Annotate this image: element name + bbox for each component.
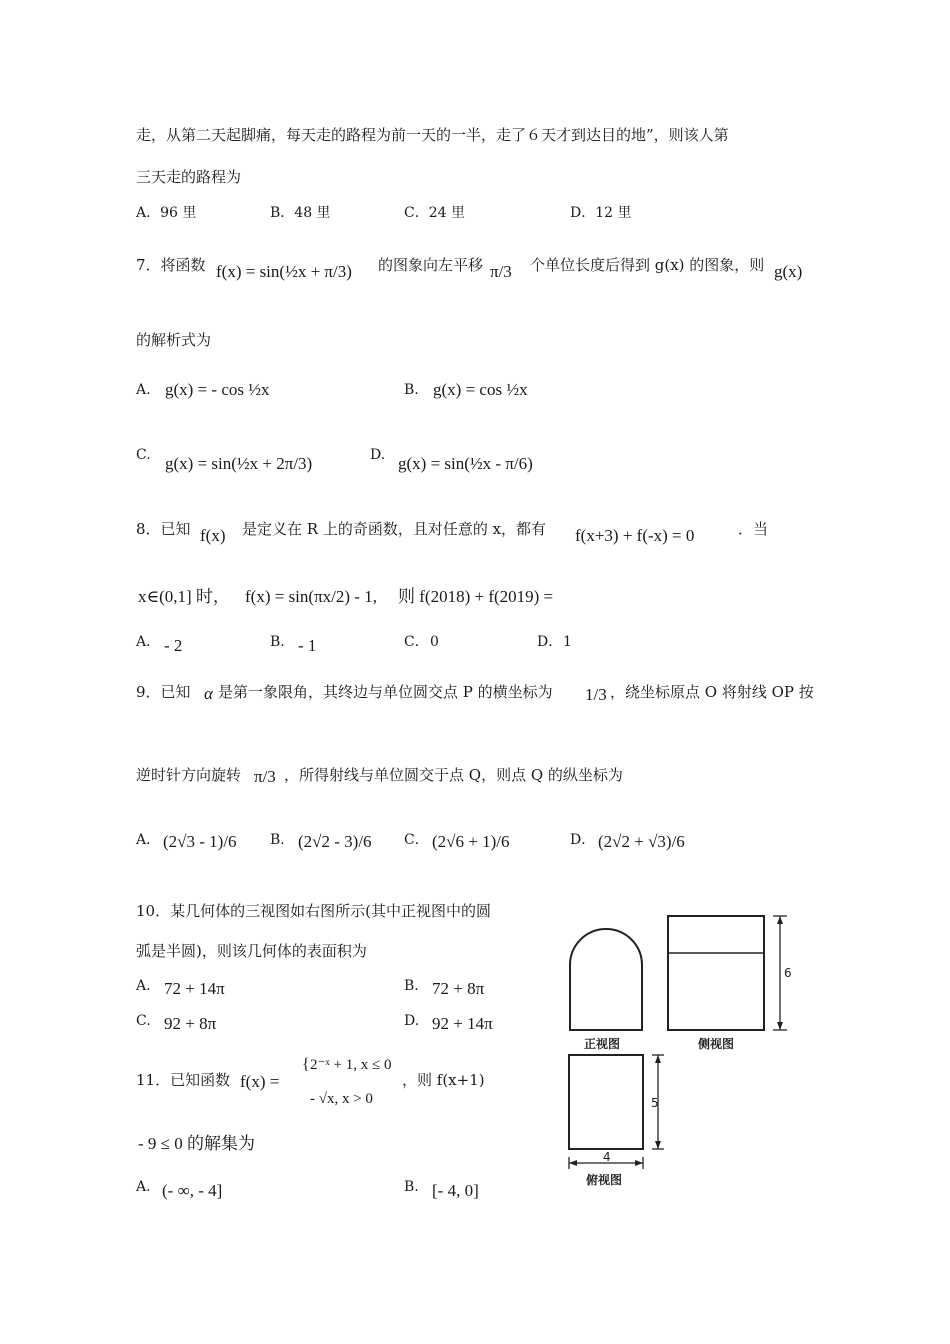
top-view-shape <box>569 1055 643 1149</box>
q6-line1: 走，从第二天起脚痛，每天走的路程为前一天的一半，走了６天才到达目的地”，则该人第 <box>136 126 729 144</box>
q7-option-b: g(x) = cos ½x <box>433 380 528 399</box>
q7-option-a-label: A. <box>136 382 151 398</box>
q9-option-a: (2√3 - 1)/6 <box>163 832 237 851</box>
q10-option-c: 92 + 8π <box>164 1014 217 1033</box>
q8-option-b-label: B． <box>270 634 295 650</box>
q11-brace: { <box>302 1056 310 1073</box>
q9-option-d-label: D． <box>570 832 596 848</box>
top-view-label: 俯视图 <box>586 1173 623 1187</box>
q7-function: f(x) = sin(½x + π/3) <box>216 262 352 281</box>
q7-option-d-label: D. <box>370 447 386 463</box>
q11-line2: - 9 ≤ 0 的解集为 <box>138 1134 255 1153</box>
q9-option-d: (2√2 + √3)/6 <box>598 832 685 851</box>
q9-option-c: (2√6 + 1)/6 <box>432 832 510 851</box>
q11-case2: - √x, x > 0 <box>310 1091 373 1107</box>
q8-prefix: 8．已知 <box>136 520 191 538</box>
side-view-shape <box>668 916 764 1030</box>
q10-option-c-label: C. <box>136 1013 151 1029</box>
q7-mid: 的图象向左平移 <box>378 256 484 274</box>
q6-option-b: B．48 里 <box>270 205 331 221</box>
q8-option-c: 0 <box>430 634 439 650</box>
front-view-label: 正视图 <box>584 1037 621 1051</box>
q11-fx: f(x) = <box>240 1072 280 1091</box>
front-view-shape <box>570 929 642 1030</box>
q8-condition: f(x+3) + f(-x) = 0 <box>575 526 695 545</box>
q7-prefix: 7．将函数 <box>136 256 206 274</box>
q10-option-b-label: B. <box>404 978 419 994</box>
q11-prefix: 11．已知函数 <box>136 1071 231 1089</box>
q9-line1-b: 是第一象限角，其终边与单位圆交点 P 的横坐标为 <box>218 683 553 701</box>
q7-option-c: g(x) = sin(½x + 2π/3) <box>165 454 313 473</box>
q9-option-c-label: C． <box>404 832 429 848</box>
q7-line2: 的解析式为 <box>136 331 212 349</box>
q6-option-c: C．24 里 <box>404 205 465 221</box>
q8-option-b: - 1 <box>298 636 317 655</box>
q9-option-a-label: A． <box>136 832 161 848</box>
q11-mid: ，则 f(x+1) <box>402 1071 485 1089</box>
q10-option-a-label: A. <box>136 978 151 994</box>
q8-option-c-label: C． <box>404 634 429 650</box>
q7-option-c-label: C. <box>136 447 151 463</box>
q8-suffix: ．当 <box>738 520 769 538</box>
q7-shift: π/3 <box>490 262 512 281</box>
q10-option-a: 72 + 14π <box>164 979 225 998</box>
q9-angle: π/3 <box>254 767 276 786</box>
q9-line1-c: ，绕坐标原点 O 将射线 OP 按 <box>610 683 814 701</box>
q11-option-a: (- ∞, - 4] <box>162 1181 223 1200</box>
three-view-figure <box>560 905 800 1195</box>
q10-option-b: 72 + 8π <box>432 979 485 998</box>
q9-line2-a: 逆时针方向旋转 <box>136 766 242 784</box>
q6-option-d: D．12 里 <box>570 205 632 221</box>
q9-alpha: α <box>204 684 213 703</box>
dim-height: 6 <box>784 966 792 980</box>
q10-line2: 弧是半圆)，则该几何体的表面积为 <box>136 942 367 960</box>
q11-case1: 2⁻ˣ + 1, x ≤ 0 <box>310 1057 392 1073</box>
q9-line2-b: ，所得射线与单位圆交于点 Q，则点 Q 的纵坐标为 <box>284 766 623 784</box>
q9-fraction: 1/3 <box>585 685 607 704</box>
q11-option-a-label: A. <box>136 1179 151 1195</box>
q8-fx: f(x) <box>200 526 226 545</box>
q9-option-b-label: B． <box>270 832 295 848</box>
q7-gx: g(x) <box>774 262 803 281</box>
q10-line1: 10．某几何体的三视图如右图所示(其中正视图中的圆 <box>136 902 491 920</box>
q6-line2: 三天走的路程为 <box>136 168 242 186</box>
q11-option-b: [- 4, 0] <box>432 1181 479 1200</box>
q7-suffix: 个单位长度后得到 g(x) 的图象，则 <box>530 256 765 274</box>
q9-line1-a: 9．已知 <box>136 683 191 701</box>
q7-option-b-label: B. <box>404 382 419 398</box>
q10-option-d: 92 + 14π <box>432 1014 493 1033</box>
q10-option-d-label: D. <box>404 1013 420 1029</box>
q8-mid: 是定义在 R 上的奇函数，且对任意的 x，都有 <box>242 520 547 538</box>
q9-option-b: (2√2 - 3)/6 <box>298 832 372 851</box>
q8-question: 则 f(2018) + f(2019) = <box>398 587 554 606</box>
q11-option-b-label: B. <box>404 1179 419 1195</box>
dim-depth: 5 <box>651 1096 659 1110</box>
side-view-label: 侧视图 <box>698 1037 735 1051</box>
q8-definition: f(x) = sin(πx/2) - 1, <box>245 587 377 606</box>
q8-option-d-label: D． <box>537 634 563 650</box>
q8-option-a-label: A． <box>136 634 161 650</box>
q7-option-d: g(x) = sin(½x - π/6) <box>398 454 533 473</box>
q8-domain: x∈(0,1] 时， <box>138 587 230 606</box>
q7-option-a: g(x) = - cos ½x <box>165 380 270 399</box>
q8-option-a: - 2 <box>164 636 183 655</box>
dim-width: 4 <box>603 1150 611 1164</box>
q6-option-a: A．96 里 <box>136 205 197 221</box>
q8-option-d: 1 <box>563 634 572 650</box>
